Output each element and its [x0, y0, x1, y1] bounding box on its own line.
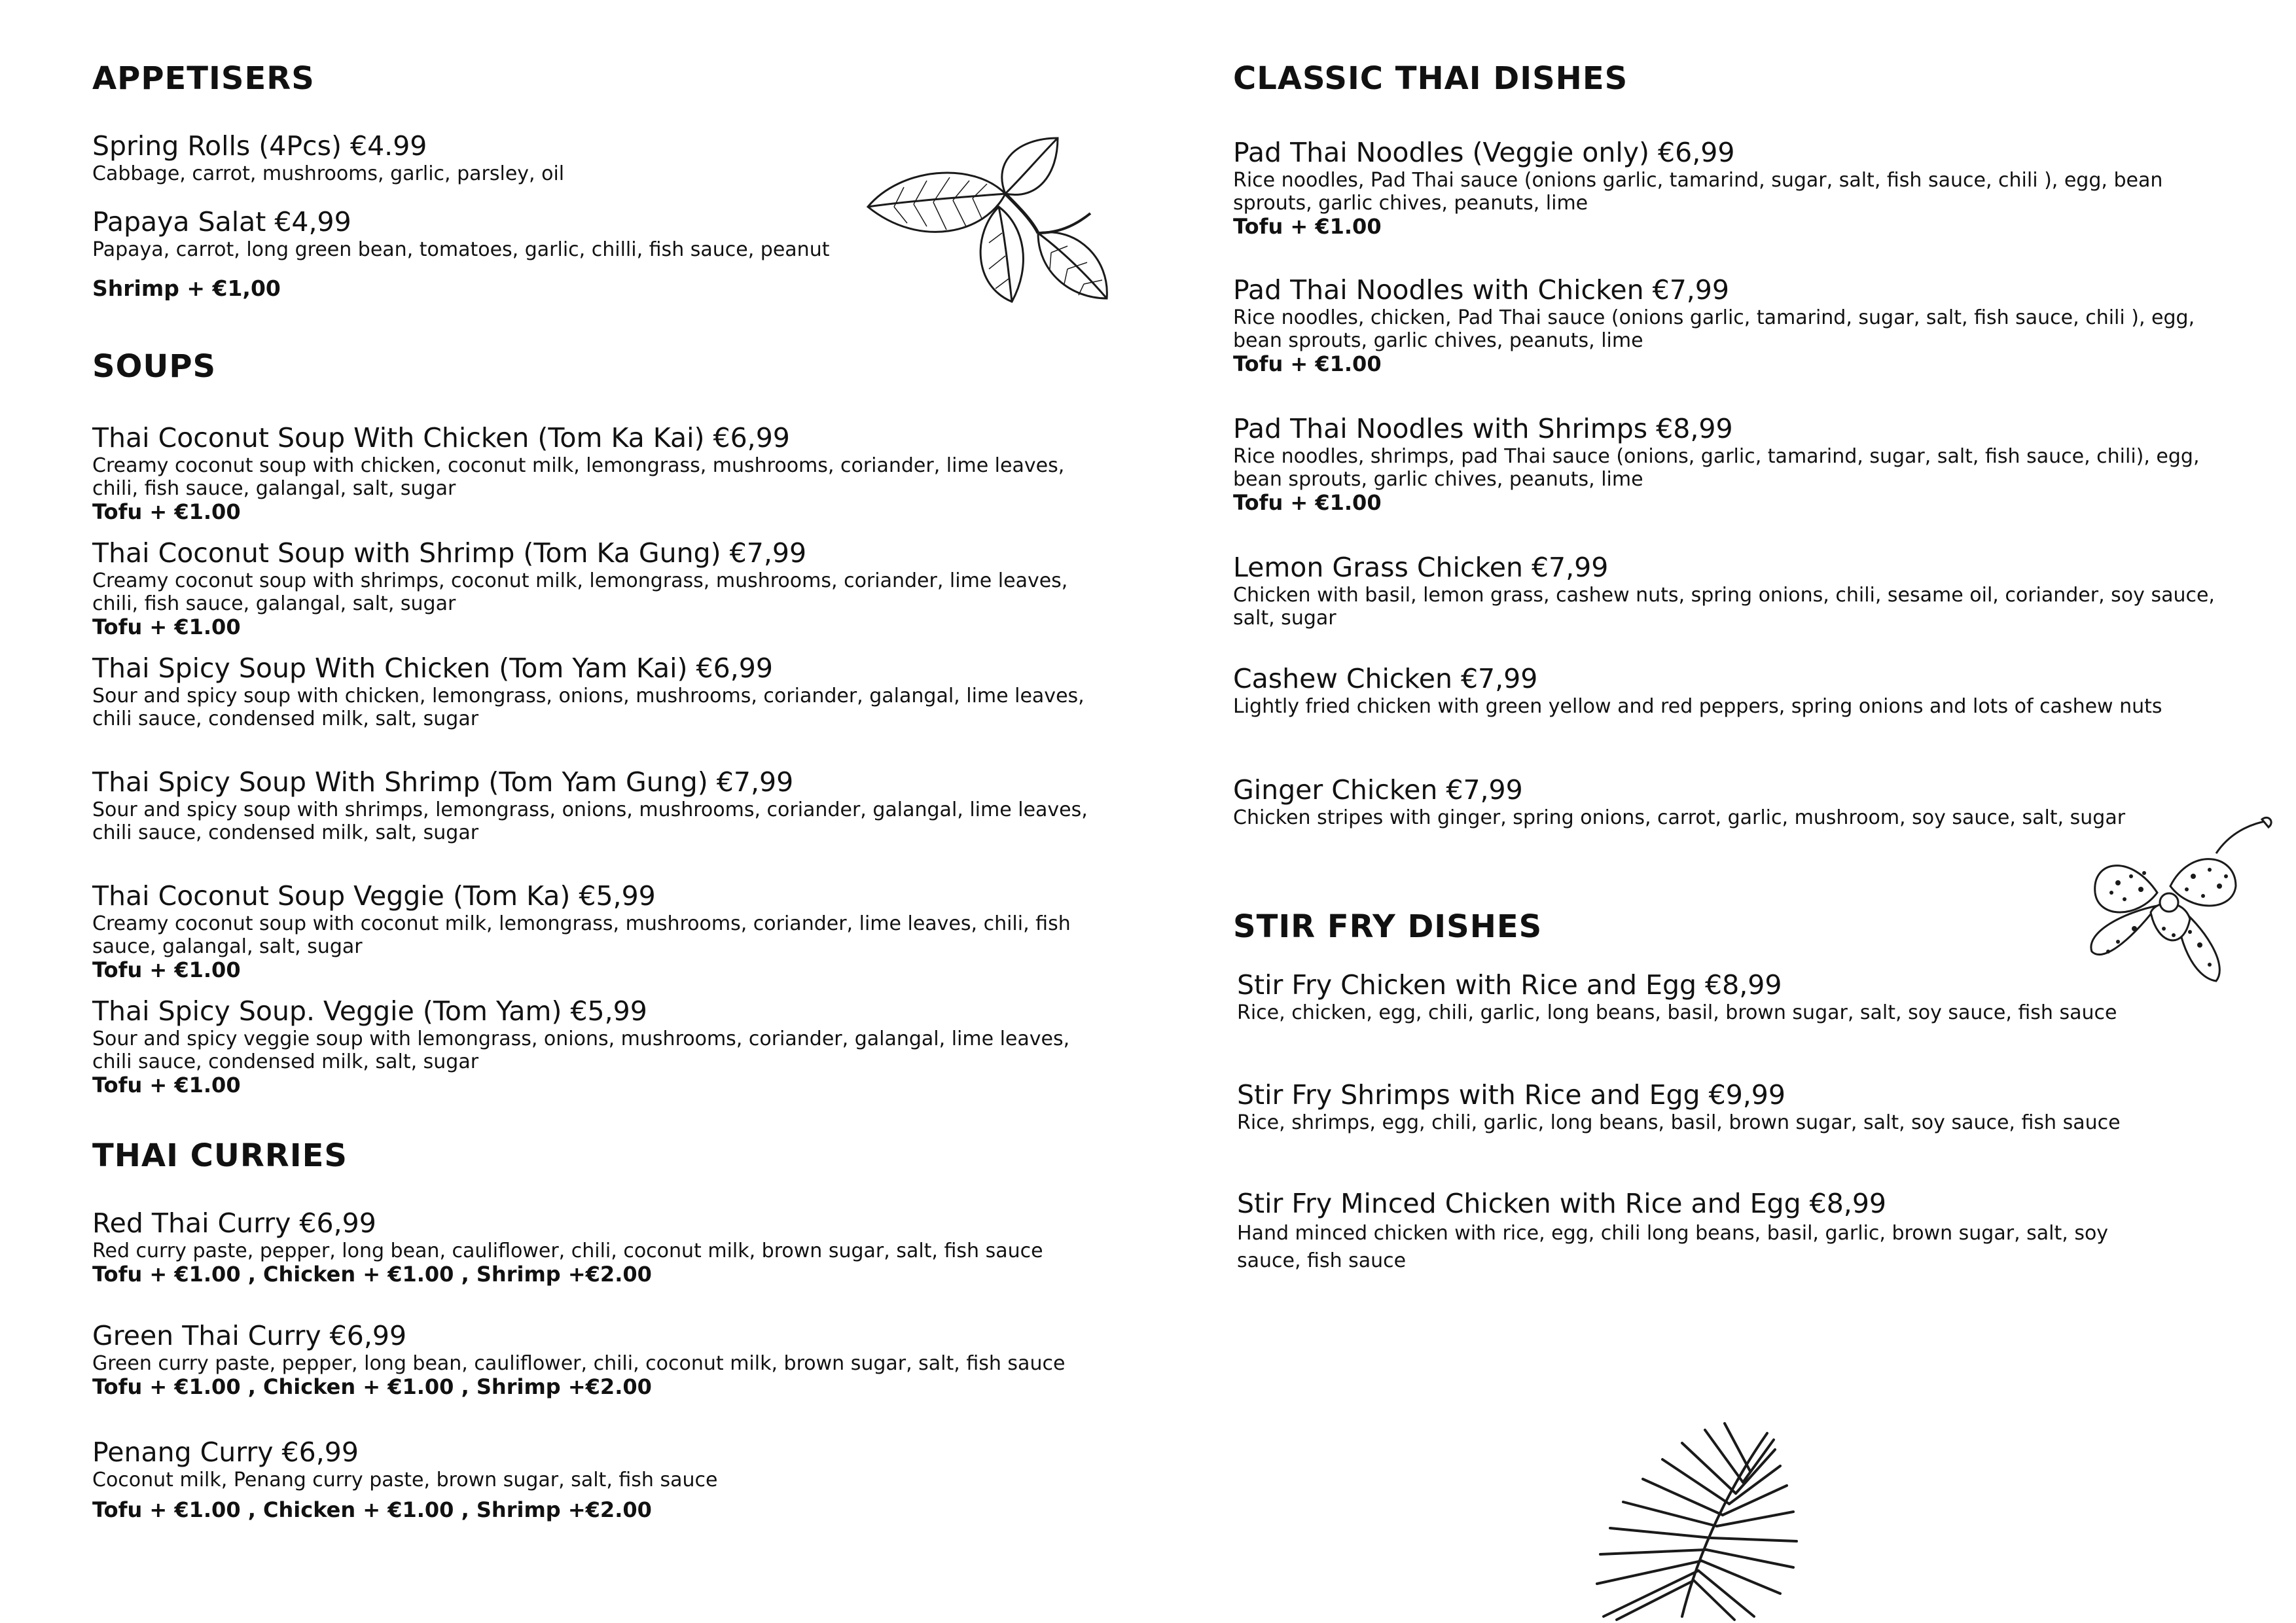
menu-item-green-curry — [92, 1321, 1139, 1399]
item-name: Thai Spicy Soup With Shrimp (Tom Yam Gung) €7,99 — [92, 766, 794, 798]
item-desc: Papaya, carrot, long green bean, tomatoes, garlic, chilli, fish sauce, peanut — [92, 238, 830, 261]
menu-item-pad-thai-chicken — [1233, 275, 2241, 376]
item-name: Stir Fry Chicken with Rice and Egg €8,99 — [1237, 969, 1782, 1001]
appetisers-title: APPETISERS — [92, 60, 315, 97]
item-name: Red Thai Curry €6,99 — [92, 1207, 376, 1239]
item-name: Papaya Salat €4,99 — [92, 206, 351, 238]
palm-leaf-icon — [1584, 1420, 1806, 1623]
item-name: Spring Rolls (4Pcs) €4.99 — [92, 130, 427, 162]
soups-title: SOUPS — [92, 348, 217, 385]
item-name: Thai Spicy Soup. Veggie (Tom Yam) €5,99 — [92, 995, 647, 1027]
menu-item-stir-fry-chicken — [1237, 970, 2219, 1024]
curries-title: THAI CURRIES — [92, 1137, 348, 1174]
item-desc: Chicken with basil, lemon grass, cashew nuts, spring onions, chili, sesame oil, coriander, soy sauce, salt, sugar — [1233, 584, 2215, 630]
item-desc: Coconut milk, Penang curry paste, brown sugar, salt, fish sauce — [92, 1469, 718, 1491]
menu-item-spring-rolls — [92, 131, 825, 185]
menu-item-cashew-chicken — [1233, 664, 2241, 718]
menu-item-stir-fry-minced-chicken — [1237, 1188, 2153, 1275]
item-name: Thai Spicy Soup With Chicken (Tom Yam Kai) €6,99 — [92, 652, 773, 684]
item-desc: Rice, shrimps, egg, chili, garlic, long beans, basil, brown sugar, salt, soy sauce, fish sauce — [1237, 1111, 2121, 1134]
item-name: Pad Thai Noodles with Shrimps €8,99 — [1233, 413, 1733, 444]
item-extra: Tofu + €1.00 — [92, 957, 241, 982]
item-name: Stir Fry Shrimps with Rice and Egg €9,99 — [1237, 1079, 1785, 1111]
item-desc: Creamy coconut soup with coconut milk, lemongrass, mushrooms, coriander, lime leaves, chili, fish sauce, galangal, salt, sugar — [92, 912, 1071, 958]
appetiser-extra: Shrimp + €1,00 — [92, 276, 281, 301]
menu-item-red-curry — [92, 1208, 1139, 1287]
item-name: Lemon Grass Chicken €7,99 — [1233, 552, 1609, 583]
item-extra: Tofu + €1.00 — [92, 615, 241, 639]
item-desc: Rice noodles, Pad Thai sauce (onions garlic, tamarind, sugar, salt, fish sauce, chili ), egg, bean sprouts, garlic chives, peanuts, lime — [1233, 169, 2163, 215]
item-desc: Sour and spicy soup with chicken, lemongrass, onions, mushrooms, coriander, galangal, lime leaves, chili sauce, condensed milk, salt, sugar — [92, 685, 1085, 730]
item-name: Penang Curry €6,99 — [92, 1436, 359, 1468]
item-extra: Tofu + €1.00 , Chicken + €1.00 , Shrimp +€2.00 — [92, 1497, 652, 1522]
item-desc: Hand minced chicken with rice, egg, chili long beans, basil, garlic, brown sugar, salt, soy sauce, fish sauce — [1237, 1222, 2109, 1272]
item-desc: Red curry paste, pepper, long bean, cauliflower, chili, coconut milk, brown sugar, salt, fish sauce — [92, 1240, 1043, 1262]
item-desc: Creamy coconut soup with shrimps, coconut milk, lemongrass, mushrooms, coriander, lime leaves, chili, fish sauce, galangal, salt, sugar — [92, 569, 1068, 615]
menu-item-lemon-grass-chicken — [1233, 552, 2241, 630]
menu-item-pad-thai-veggie — [1233, 137, 2241, 239]
item-desc: Rice, chicken, egg, chili, garlic, long beans, basil, brown sugar, salt, soy sauce, fish sauce — [1237, 1001, 2117, 1024]
item-extra: Tofu + €1.00 — [1233, 490, 1382, 515]
menu-item-soup-2 — [92, 538, 1113, 639]
item-name: Ginger Chicken €7,99 — [1233, 774, 1523, 806]
item-name: Pad Thai Noodles (Veggie only) €6,99 — [1233, 137, 1735, 168]
menu-item-soup-5 — [92, 881, 1126, 982]
item-desc: Chicken stripes with ginger, spring onions, carrot, garlic, mushroom, soy sauce, salt, sugar — [1233, 806, 2126, 829]
item-name: Thai Coconut Soup Veggie (Tom Ka) €5,99 — [92, 880, 656, 912]
item-desc: Lightly fried chicken with green yellow and red peppers, spring onions and lots of cashew nuts — [1233, 695, 2162, 718]
menu-item-penang-curry — [92, 1437, 1139, 1522]
item-name: Stir Fry Minced Chicken with Rice and Egg €8,99 — [1237, 1188, 1887, 1219]
menu-item-stir-fry-shrimps — [1237, 1080, 2219, 1134]
item-extra: Tofu + €1.00 — [1233, 214, 1382, 239]
item-desc: Rice noodles, chicken, Pad Thai sauce (onions garlic, tamarind, sugar, salt, fish sauce, chili ), egg, bean sprouts, garlic chives, peanuts, lime — [1233, 306, 2195, 352]
menu-item-pad-thai-shrimps — [1233, 414, 2241, 515]
item-extra: Tofu + €1.00 — [92, 1073, 241, 1097]
item-desc: Sour and spicy veggie soup with lemongrass, onions, mushrooms, coriander, galangal, lime leaves, chili sauce, condensed milk, salt, sugar — [92, 1027, 1070, 1073]
menu-item-soup-1 — [92, 423, 1113, 524]
classic-title: CLASSIC THAI DISHES — [1233, 60, 1628, 97]
item-name: Cashew Chicken €7,99 — [1233, 663, 1538, 694]
item-extra: Tofu + €1.00 — [92, 499, 241, 524]
item-desc: Green curry paste, pepper, long bean, cauliflower, chili, coconut milk, brown sugar, salt, fish sauce — [92, 1352, 1066, 1375]
item-desc: Cabbage, carrot, mushrooms, garlic, parsley, oil — [92, 162, 565, 185]
menu-item-soup-3 — [92, 653, 1113, 730]
menu-item-soup-6 — [92, 996, 1113, 1097]
item-desc: Creamy coconut soup with chicken, coconut milk, lemongrass, mushrooms, coriander, lime leaves, chili, fish sauce, galangal, salt, sugar — [92, 454, 1065, 500]
item-extra: Tofu + €1.00 , Chicken + €1.00 , Shrimp +€2.00 — [92, 1374, 652, 1399]
basil-leaf-icon — [842, 135, 1117, 312]
item-desc: Sour and spicy soup with shrimps, lemongrass, onions, mushrooms, coriander, galangal, lime leaves, chili sauce, condensed milk, salt, sugar — [92, 798, 1088, 844]
item-desc: Rice noodles, shrimps, pad Thai sauce (onions, garlic, tamarind, sugar, salt, fish sauce, chili), egg, bean sprouts, garlic chives, peanuts, lime — [1233, 445, 2200, 491]
stirfry-title: STIR FRY DISHES — [1233, 908, 1543, 945]
item-extra: Tofu + €1.00 , Chicken + €1.00 , Shrimp +€2.00 — [92, 1262, 652, 1287]
item-name: Thai Coconut Soup with Shrimp (Tom Ka Gung) €7,99 — [92, 537, 807, 569]
item-name: Pad Thai Noodles with Chicken €7,99 — [1233, 274, 1729, 306]
item-extra: Tofu + €1.00 — [1233, 351, 1382, 376]
item-name: Green Thai Curry €6,99 — [92, 1320, 407, 1351]
orchid-flower-icon — [2079, 814, 2275, 997]
menu-item-papaya-salat — [92, 207, 852, 261]
menu-item-soup-4 — [92, 767, 1113, 844]
item-name: Thai Coconut Soup With Chicken (Tom Ka Kai) €6,99 — [92, 422, 790, 454]
